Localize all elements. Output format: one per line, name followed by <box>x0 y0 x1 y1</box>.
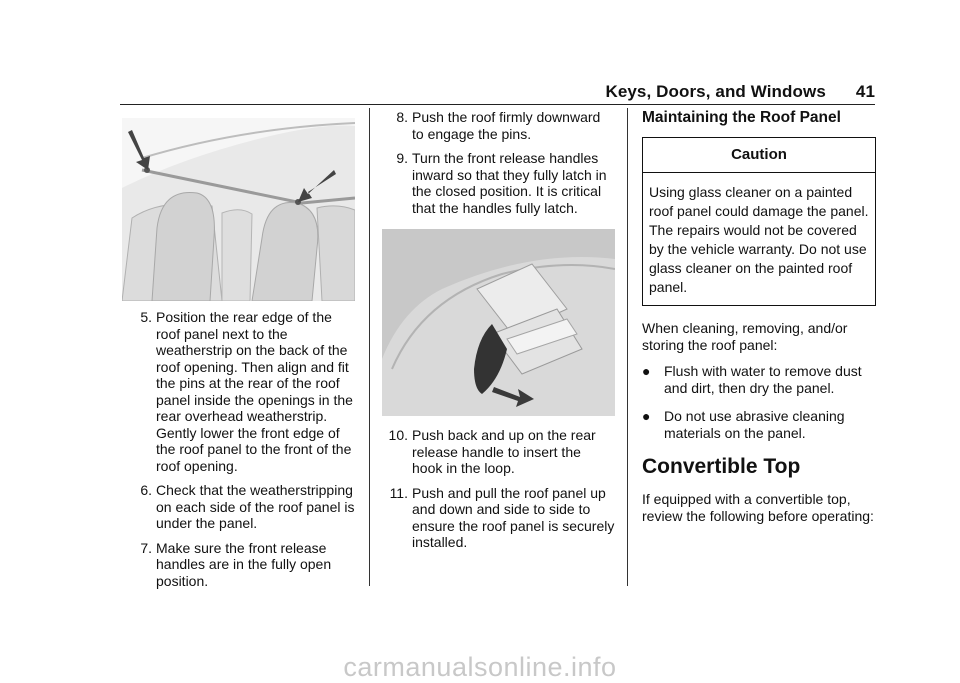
step-11 <box>382 485 615 551</box>
page-number: 41 <box>855 82 875 101</box>
caution-text: Using glass cleaner on a painted roof panel could damage the panel. The repairs would not be covered by the vehicle warranty. Do not use glass cleaner on the painted roof panel. <box>649 184 869 295</box>
middle-column-steps-bottom <box>382 427 615 559</box>
bullet-text: Flush with water to remove dust and dirt, then dry the panel. <box>664 363 862 396</box>
list-item <box>642 363 876 396</box>
step-7 <box>126 540 359 590</box>
bullet-icon: ● <box>642 408 651 424</box>
step-text: Turn the front release handles inward so that they fully latch in the closed position. It is critical that the handles fully latch. <box>412 150 607 216</box>
header-rule <box>120 104 875 105</box>
bullet-icon: ● <box>642 363 651 379</box>
step-text: Make sure the front release handles are in the fully open position. <box>156 539 332 589</box>
step-number: 6. <box>140 482 152 498</box>
watermark: carmanualsonline.info <box>343 652 617 682</box>
column-divider-1 <box>369 108 370 586</box>
right-column <box>642 110 876 534</box>
header-title: Keys, Doors, and Windows <box>605 82 826 101</box>
step-8 <box>382 109 615 142</box>
intro-paragraph: When cleaning, removing, and/or storing the roof panel: <box>642 320 848 353</box>
step-text: Push back and up on the rear release handle to insert the hook in the loop. <box>412 427 596 476</box>
column-divider-2 <box>627 108 628 586</box>
step-5 <box>126 309 359 474</box>
bullet-text: Do not use abrasive cleaning materials on the panel. <box>664 408 845 441</box>
step-6 <box>126 482 359 532</box>
middle-column-steps-top <box>382 109 615 224</box>
step-number: 10. <box>388 427 408 443</box>
closing-paragraph: If equipped with a convertible top, review the following before operating: <box>642 491 874 524</box>
step-number: 8. <box>396 109 408 125</box>
step-number: 11. <box>389 484 408 501</box>
caution-box <box>642 137 876 307</box>
step-text: Check that the weatherstripping on each side of the roof panel is under the panel. <box>156 482 355 531</box>
step-text: Push and pull the roof panel up and down and side to side to ensure the roof panel is securely installed. <box>412 484 615 550</box>
step-10 <box>382 427 615 477</box>
step-text: Push the roof firmly downward to engage the pins. <box>412 109 601 142</box>
step-number: 9. <box>396 150 408 166</box>
section-heading: Maintaining the Roof Panel <box>642 109 841 126</box>
step-9 <box>382 150 615 216</box>
step-number: 7. <box>140 539 152 556</box>
step-number: 5. <box>140 309 152 325</box>
list-item <box>642 408 876 441</box>
front-release-handle-figure <box>382 229 615 416</box>
step-text: Position the rear edge of the roof panel next to the weatherstrip on the back of the roof opening. Then align and fit the pins at the rear of the roof panel inside the openings in the rear overhead weatherstrip. Gently lower the front edge of the roof panel to the front of the roof opening. <box>156 309 353 474</box>
convertible-top-heading: Convertible Top <box>642 455 801 478</box>
running-header <box>0 82 875 102</box>
caution-title: Caution <box>643 138 875 174</box>
roof-panel-rear-pins-figure <box>122 118 355 301</box>
left-column-steps <box>126 309 359 597</box>
